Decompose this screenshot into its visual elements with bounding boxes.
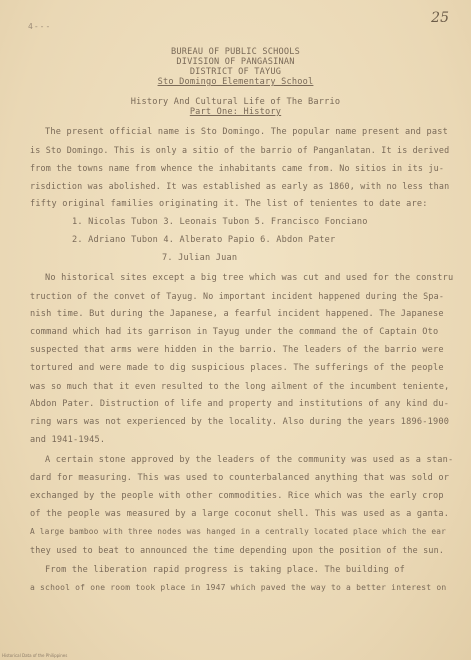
text-line: A large bamboo with three nodes was hanged in a centrally located place which the ear [30, 527, 447, 536]
text-line: dard for measuring. This was used to counterbalanced anything that was sold or [30, 473, 450, 483]
text-line: suspected that arms were hidden in the barrio. The leaders of the barrio were [30, 345, 444, 355]
text-line: 1. Nicolas Tubon 3. Leonais Tubon 5. Francisco Fonciano [72, 217, 368, 227]
text-line: command which had its garrison in Tayug under the command the of Captain Oto [30, 327, 439, 337]
page-number: 25 [431, 10, 449, 26]
header-line-3: DISTRICT OF TAYUG [189, 67, 282, 77]
text-line: From the liberation rapid progress is taking place. The building of [45, 565, 406, 575]
text-line: truction of the convet of Tayug. No important incident happened during the Spa- [30, 291, 445, 301]
text-line: A certain stone approved by the leaders of the community was used as a stan- [45, 455, 454, 465]
text-line: 7. Julian Juan [162, 253, 238, 263]
text-line: a school of one room took place in 1947 which paved the way to a better interest on [30, 583, 447, 592]
text-line: fifty original families originating it. The list of tenientes to date are: [30, 199, 428, 209]
text-line: risdiction was abolished. It was established as early as 1860, with no less than [30, 181, 450, 191]
text-line: ring wars was not experienced by the locality. Also during the years 1896-1900 [30, 417, 450, 427]
text-line: was so much that it even resulted to the long ailment of the incumbent teniente, [30, 381, 450, 391]
text-line: tortured and were made to dig suspicious places. The sufferings of the people [30, 363, 444, 373]
corner-mark: 4--- [28, 22, 52, 31]
text-line: they used to beat to announced the time depending upon the position of the sun. [30, 545, 445, 555]
header-line-4: Sto Domingo Elementary School [157, 77, 314, 87]
text-line: is Sto Domingo. This is only a sitio of the barrio of Panganlatan. It is derived [30, 145, 450, 155]
header-line-2: DIVISION OF PANGASINAN [176, 57, 295, 67]
title-line-2: Part One: History [189, 107, 282, 117]
text-line: Abdon Pater. Distruction of life and property and institutions of any kind du- [30, 399, 450, 409]
text-line: exchanged by the people with other commodities. Rice which was the early crop [30, 491, 444, 501]
text-line: The present official name is Sto Domingo. The popular name present and past [45, 127, 449, 137]
header-line-1: BUREAU OF PUBLIC SCHOOLS [171, 47, 300, 57]
text-line: from the towns name from whence the inhabitants came from. No sitios in its ju- [30, 163, 445, 173]
footer-note: Historical Data of the Philippines [2, 653, 68, 658]
text-line: 2. Adriano Tubon 4. Alberato Papio 6. Abdon Pater [72, 235, 336, 245]
text-line: and 1941-1945. [30, 435, 106, 445]
text-line: of the people was measured by a large coconut shell. This was used as a ganta. [30, 509, 450, 519]
title-line-1: History And Cultural Life of The Barrio [130, 97, 341, 107]
text-line: nish time. But during the Japanese, a fearful incident happened. The Japanese [30, 309, 444, 319]
text-line: No historical sites except a big tree which was cut and used for the constru [45, 273, 454, 283]
